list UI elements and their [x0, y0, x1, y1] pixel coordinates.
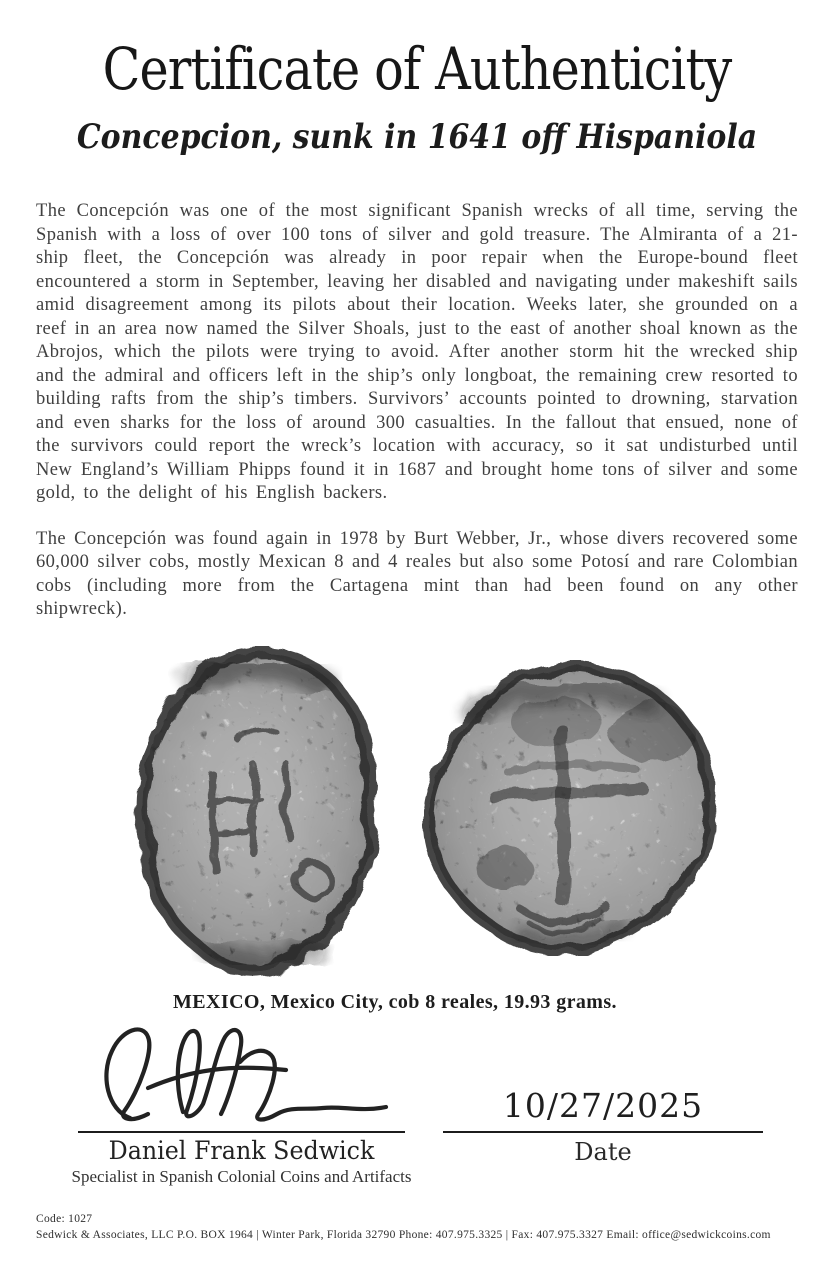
certificate-footer — [36, 1212, 816, 1242]
coin-reverse-photo — [396, 660, 722, 956]
certificate-subtitle: Concepcion, sunk in 1641 off Hispaniola — [76, 117, 758, 157]
signer-name: Daniel Frank Sedwick — [108, 1136, 375, 1165]
coin-obverse-photo — [116, 646, 394, 980]
certificate-body — [36, 200, 798, 644]
coin-photos — [0, 640, 834, 985]
paragraph-wreck-history: The Concepción was one of the most significant Spanish wrecks of all time, serving the Spanish with a loss of over 100 tons of silver and gold treasure. The Almiranta of a 21-ship fleet, the Concepción was already in poor repair when the Europe-bound fleet encountered a storm in September, leaving her disabled and navigating under makeshift sails amid disagreement among its pilots about their location. Weeks later, she grounded on a reef in an area now named the Silver Shoals, just to the east of another shoal known as the Abrojos, which the pilots were trying to avoid. After another storm hit the wrecked ship and the admiral and officers left in the ship’s only longboat, the remaining crew resorted to building rafts from the ship’s timbers. Survivors’ accounts pointed to drowning, starvation and even sharks for the loss of around 300 casualties. In the fallout that ensued, none of the survivors could report the wreck’s location with accuracy, so it sat undisturbed until New England’s William Phipps found it in 1687 and brought home tons of silver and some gold, to the delight of his English backers. — [36, 201, 798, 503]
date-value: 10/27/2025 — [502, 1086, 704, 1125]
date-label: Date — [574, 1138, 632, 1166]
coin-caption: MEXICO, Mexico City, cob 8 reales, 19.93 grams. — [173, 991, 617, 1013]
date-line — [443, 1131, 763, 1133]
certificate-code: Code: 1027 — [36, 1213, 93, 1225]
company-contact-line: Sedwick & Associates, LLC P.O. BOX 1964 | Winter Park, Florida 32790 Phone: 407.975.3325 | Fax: 407.975.3327 Email: office@sedwickcoins.com — [36, 1229, 771, 1241]
paragraph-recovery: The Concepción was found again in 1978 by Burt Webber, Jr., whose divers recovered some 60,000 silver cobs, mostly Mexican 8 and 4 reales but also some Potosí and rare Colombian cobs (including more from the Cartagena mint than had been found on any other shipwreck). — [36, 528, 798, 619]
signature-line — [78, 1131, 405, 1133]
signer-role: Specialist in Spanish Colonial Coins and Artifacts — [71, 1167, 412, 1186]
signature-image — [90, 1020, 430, 1130]
certificate-title: Certificate of Authenticity — [102, 35, 732, 103]
